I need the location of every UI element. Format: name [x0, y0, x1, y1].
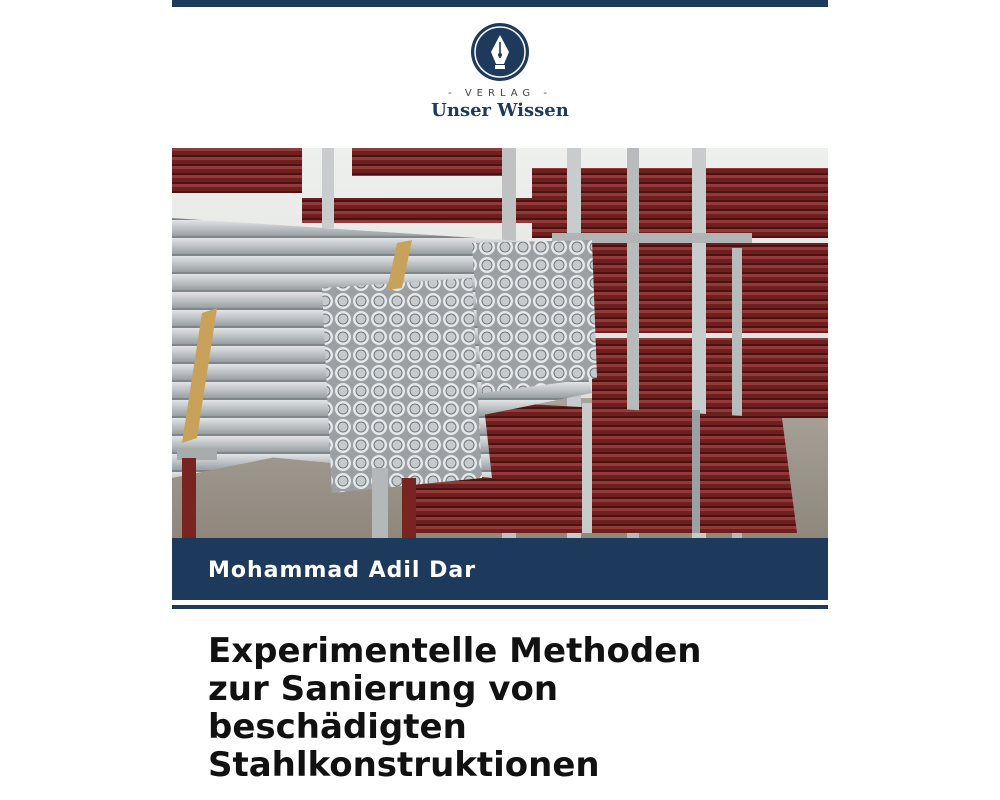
title-line: beschädigten	[208, 707, 467, 747]
title-divider	[172, 605, 828, 609]
author-name: Mohammad Adil Dar	[208, 558, 477, 583]
title-line: Experimentelle Methoden	[208, 631, 702, 671]
publisher-logo	[172, 22, 828, 121]
author-band	[172, 538, 828, 600]
fountain-pen-nib-icon	[470, 22, 530, 82]
title-line: Stahlkonstruktionen	[208, 745, 600, 785]
book-title	[208, 632, 808, 784]
title-line: zur Sanierung von	[208, 669, 559, 709]
top-accent-bar	[172, 0, 828, 7]
book-cover	[172, 0, 828, 800]
publisher-name: Unser Wissen	[431, 100, 569, 121]
photo-steel-pipes-icon	[172, 148, 828, 538]
publisher-label: - VERLAG -	[448, 88, 552, 99]
cover-photo	[172, 148, 828, 538]
